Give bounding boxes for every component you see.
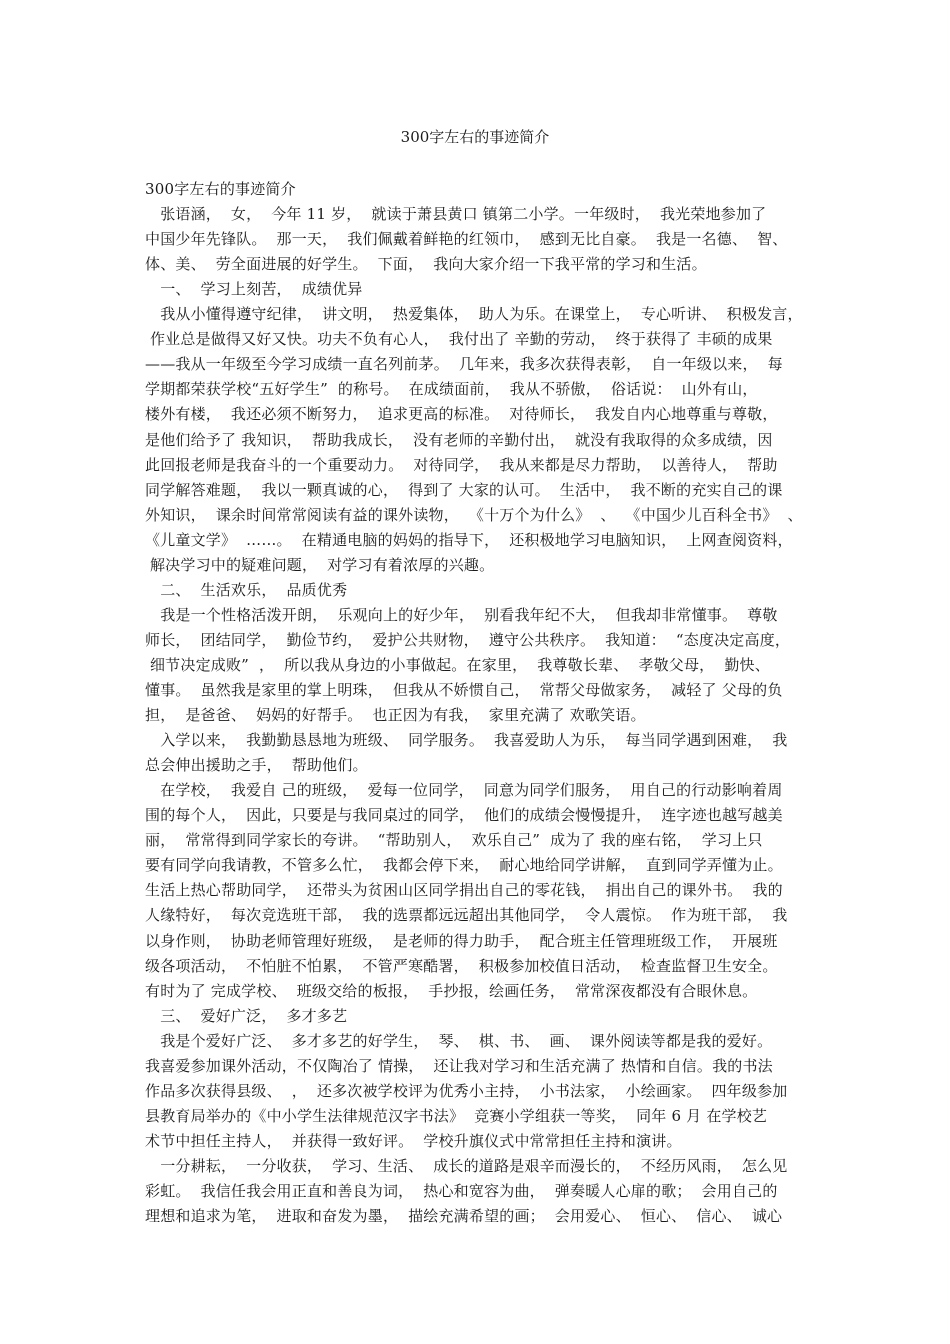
text-line: 解决学习中的疑难问题， 对学习有着浓厚的兴趣。 — [145, 556, 495, 574]
text-line: 入学以来， 我勤勤恳恳地为班级、 同学服务。 我喜爱助人为乐， 每当同学遇到困难， 我 — [145, 731, 788, 749]
text-line: 同学解答难题， 我以一颗真诚的心， 得到了 大家的认可。 生活中， 我不断的充实自己的课 — [145, 481, 783, 499]
text-line: 学期都荣获学校“五好学生” 的称号。 在成绩面前， 我从不骄傲， 俗话说： 山外有山， — [145, 380, 758, 398]
text-line: 人缘特好， 每次竞选班干部， 我的选票都远远超出其他同学， 令人震惊。 作为班干部， 我 — [145, 906, 788, 924]
text-line: 彩虹。 我信任我会用正直和善良为词， 热心和宽容为曲， 弹奏暖人心扉的歌； 会用自己的 — [145, 1182, 778, 1200]
text-line: 作品多次获得县级、 ， 还多次被学校评为优秀小主持， 小书法家， 小绘画家。 四年级参加 — [145, 1082, 788, 1100]
text-line: ——我从一年级至今学习成绩一直名列前茅。 几年来，我多次获得表彰， 自一年级以来， 每 — [145, 355, 783, 373]
text-line: 此回报老师是我奋斗的一个重要动力。 对待同学， 我从来都是尽力帮助， 以善待人， 帮助 — [145, 456, 778, 474]
document-title: 300字左右的事迹简介 — [400, 128, 550, 146]
text-line: 我是一个性格活泼开朗， 乐观向上的好少年， 别看我年纪不大， 但我却非常懂事。 尊敬 — [145, 606, 778, 624]
text-line: 楼外有楼， 我还必须不断努力， 追求更高的标准。 对待师长， 我发自内心地尊重与尊敬， — [145, 405, 778, 423]
document-subtitle: 300字左右的事迹简介 — [145, 180, 296, 198]
text-line: 一分耕耘， 一分收获， 学习、生活、 成长的道路是艰辛而漫长的， 不经历风雨， 怎么见 — [145, 1157, 788, 1175]
text-line: 县教育局举办的《中小学生法律规范汉字书法》 竞赛小学组获一等奖， 同年 6 月 在学校艺 — [145, 1107, 768, 1125]
text-line: 丽， 常常得到同学家长的夸讲。 “帮助别人， 欢乐自己” 成为了 我的座右铭， 学习上只 — [145, 831, 763, 849]
text-line: 是他们给予了 我知识， 帮助我成长， 没有老师的辛勤付出， 就没有我取得的众多成绩，因 — [145, 431, 773, 449]
text-line: 中国少年先锋队。 那一天， 我们佩戴着鲜艳的红领巾， 感到无比自豪。 我是一名德、 智、 — [145, 230, 788, 248]
text-line: 在学校， 我爱自 己的班级， 爱每一位同学， 同意为同学们服务， 用自己的行动影响着周 — [145, 781, 783, 799]
text-line: 二、 生活欢乐， 品质优秀 — [145, 581, 348, 599]
text-line: 我喜爱参加课外活动，不仅陶冶了 情操， 还让我对学习和生活充满了 热情和自信。我的书法 — [145, 1057, 773, 1075]
text-line: 懂事。 虽然我是家里的掌上明珠， 但我从不娇惯自己， 常帮父母做家务， 减轻了 父母的负 — [145, 681, 783, 699]
text-line: 我从小懂得遵守纪律， 讲文明， 热爱集体， 助人为乐。在课堂上， 专心听讲、 积极发言， — [145, 305, 803, 323]
text-line: 理想和追求为笔， 进取和奋发为墨， 描绘充满希望的画； 会用爱心、 恒心、 信心、 诚心 — [145, 1207, 783, 1225]
text-line: 术节中担任主持人， 并获得一致好评。 学校升旗仪式中常常担任主持和演讲。 — [145, 1132, 682, 1150]
text-line: 要有同学向我请教，不管多么忙， 我都会停下来， 耐心地给同学讲解， 直到同学弄懂为止。 — [145, 856, 783, 874]
text-line: 担， 是爸爸、 妈妈的好帮手。 也正因为有我， 家里充满了 欢歌笑语。 — [145, 706, 646, 724]
text-line: 作业总是做得又好又快。功夫不负有心人， 我付出了 辛勤的劳动， 终于获得了 丰硕的成果 — [145, 330, 773, 348]
text-line: 生活上热心帮助同学， 还带头为贫困山区同学捐出自己的零花钱， 捐出自己的课外书。 我的 — [145, 881, 783, 899]
text-line: 我是个爱好广泛、 多才多艺的好学生， 琴、 棋、书、 画、 课外阅读等都是我的爱好。 — [145, 1032, 773, 1050]
text-line: 细节决定成败” ， 所以我从身边的小事做起。在家里， 我尊敬长辈、 孝敬父母， 勤快、 — [145, 656, 770, 674]
text-line: 三、 爱好广泛， 多才多艺 — [145, 1007, 348, 1025]
text-line: 师长， 团结同学， 勤俭节约， 爱护公共财物， 遵守公共秩序。 我知道： “态度决定高度， — [145, 631, 791, 649]
text-line: 总会伸出援助之手， 帮助他们。 — [145, 756, 368, 774]
text-line: 围的每个人， 因此，只要是与我同桌过的同学， 他们的成绩会慢慢提升， 连字迹也越写越美 — [145, 806, 783, 824]
text-line: 外知识， 课余时间常常阅读有益的课外读物， 《十万个为什么》 、 《中国少儿百科全书》 、 — [145, 506, 803, 524]
text-line: 以身作则， 协助老师管理好班级， 是老师的得力助手， 配合班主任管理班级工作， 开展班 — [145, 932, 778, 950]
text-line: 级各项活动， 不怕脏不怕累， 不管严寒酷署， 积极参加校值日活动， 检查监督卫生安全。 — [145, 957, 778, 975]
text-line: 一、 学习上刻苦， 成绩优异 — [145, 280, 363, 298]
text-line: 有时为了 完成学校、 班级交给的板报， 手抄报，绘画任务， 常常深夜都没有合眼休息。 — [145, 982, 758, 1000]
text-line: 张语涵， 女， 今年 11 岁， 就读于萧县黄口 镇第二小学。一年级时， 我光荣地参加了 — [145, 205, 767, 223]
text-line: 体、美、 劳全面进展的好学生。 下面， 我向大家介绍一下我平常的学习和生活。 — [145, 255, 707, 273]
text-line: 《儿童文学》 ……。 在精通电脑的妈妈的指导下， 还积极地学习电脑知识， 上网查阅资料， — [145, 531, 793, 549]
